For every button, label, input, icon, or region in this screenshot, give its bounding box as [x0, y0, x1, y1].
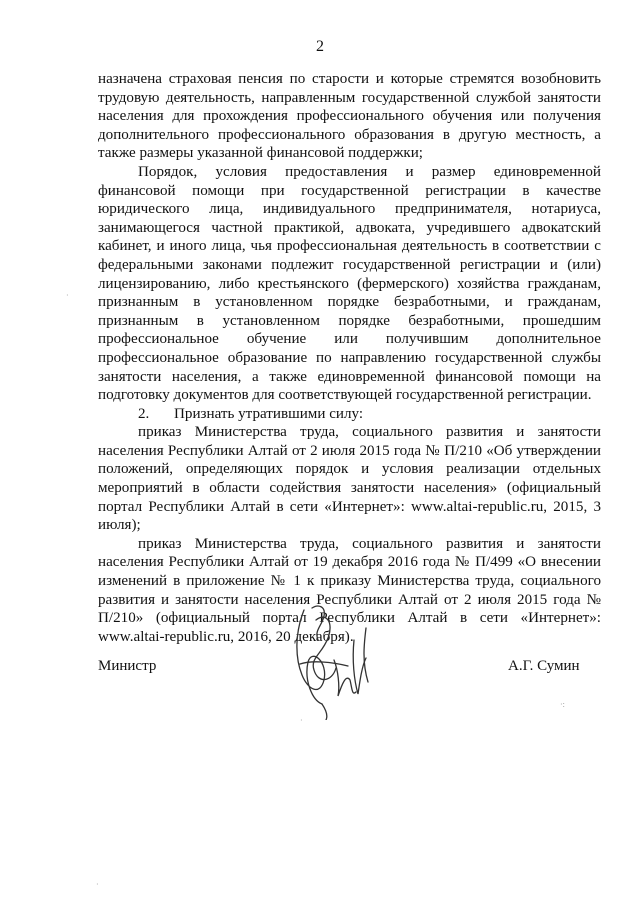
paragraph-continuation: назначена страховая пенсия по старости и которые стремятся возобновить трудовую деятельность, направленным государственной службой занятости населения для прохождения профессионального обучения или получения дополнительного профессионального образования в другую местность, а также размеры указанной финансовой поддержки; — [98, 71, 601, 162]
item-number: 2. — [138, 405, 150, 422]
paragraph-procedure: Порядок, условия предоставления и размер единовременной финансовой помощи при государственной регистрации в качестве юридического лица, индивидуального предпринимателя, нотариуса, занимающегося частной практикой, адвоката, учредившего адвокатский кабинет, и иного лица, чья профессиональная деятельность в соответствии с федеральными законами подлежит государственной регистрации и (или) лицензированию, либо крестьянского (фермерского) хозяйства гражданам, признанным в установленном порядке безработными, и гражданам, признанным в установленном порядке безработными, прошедшим профессиональное обучение или получившим дополнительное профессиональное образование по направлению государственной службы занятости населения, а также единовременной финансовой помощи на подготовку документов для соответствующей государственной регистрации. — [98, 163, 601, 404]
repealed-order-2: приказ Министерства труда, социального развития и занятости населения Республики Алтай от 19 декабря 2016 года № П/499 «О внесении изменений в приложение № 1 к приказу Министерства труда, социального развития и занятости населения Республики Алтай от 2 июля 2015 года № П/210» (официальный портал Республики Алтай в сети «Интернет»: www.altai-republic.ru, 2016, 20 декабря). — [98, 535, 601, 645]
scan-speck: · — [66, 291, 69, 300]
signatory-title: Министр — [98, 658, 157, 674]
page-number: 2 — [316, 38, 324, 55]
item-text: Признать утратившими силу: — [174, 405, 364, 422]
scan-speck: ·: — [560, 700, 565, 709]
document-body — [98, 70, 601, 646]
scan-speck: · — [300, 716, 303, 725]
handwritten-signature — [282, 600, 392, 720]
signatory-name: А.Г. Сумин — [508, 658, 580, 674]
numbered-item-2 — [98, 405, 601, 424]
scan-speck: · — [96, 880, 99, 889]
repealed-order-1: приказ Министерства труда, социального развития и занятости населения Республики Алтай от 2 июля 2015 года № П/210 «Об утверждении положений, определяющих порядок и условия реализации отдельных мероприятий в области содействия занятости населения» (официальный портал Республики Алтай в сети «Интернет»: www.altai-republic.ru, 2015, 3 июля); — [98, 424, 601, 534]
